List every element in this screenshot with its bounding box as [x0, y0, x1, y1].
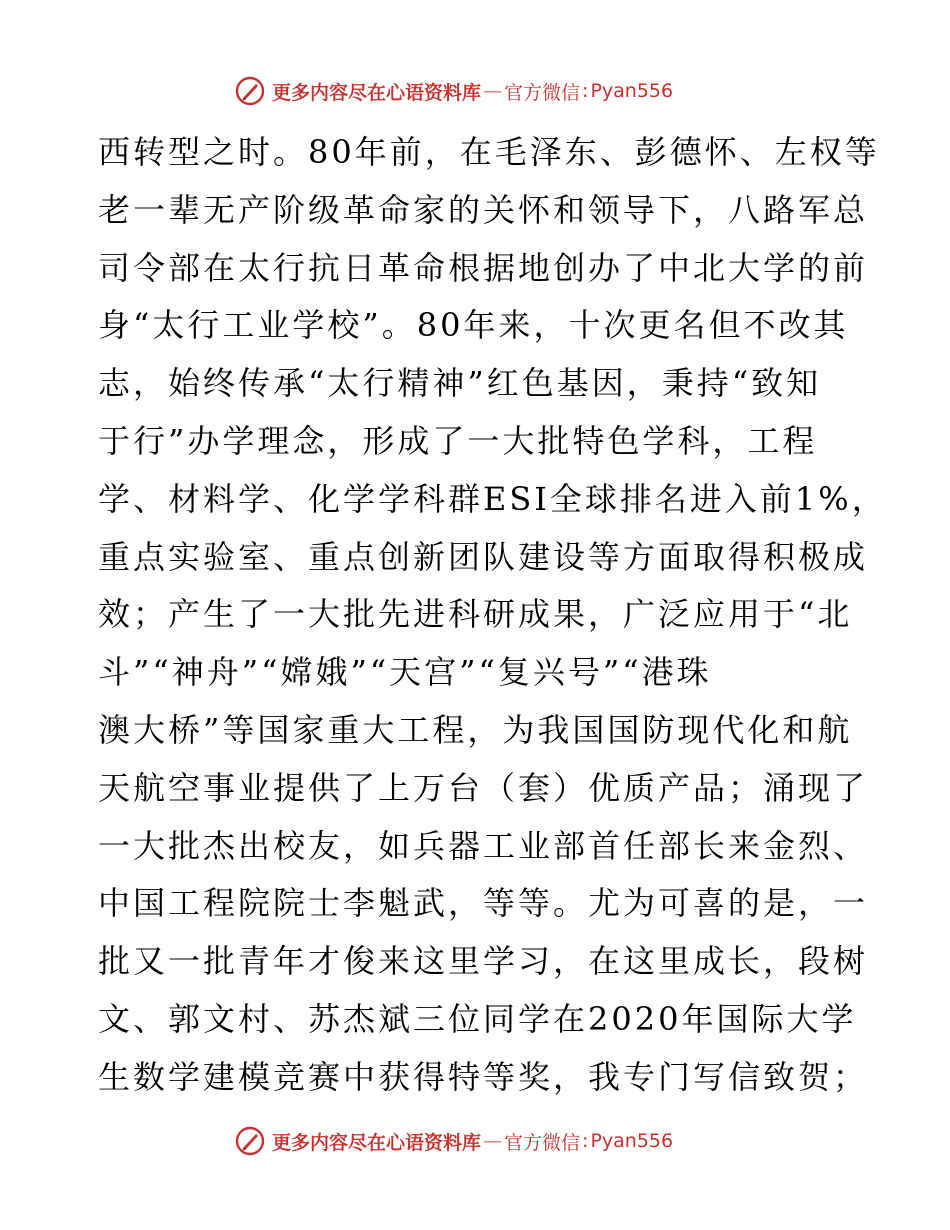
text-line: 志，始终传承“太行精神”红色基因，秉持“致知 — [98, 364, 822, 403]
text-line: 生数学建模竞赛中获得特等奖，我专门写信致贺； — [98, 1057, 869, 1096]
text-line: 效；产生了一大批先进科研成果，广泛应用于“北 — [98, 595, 853, 634]
watermark-colon: : — [582, 1130, 589, 1152]
watermark-official-label: 官方微信 — [504, 1131, 581, 1154]
text-line: 于行”办学理念，形成了一大批特色学科，工程 — [98, 421, 818, 460]
text-line: 老一辈无产阶级革命家的关怀和领导下，八路军总 — [98, 190, 869, 229]
text-line: 批又一批青年才俊来这里学习，在这里成长，段树 — [98, 942, 869, 981]
text-line: 身“太行工业学校”。80年来，十次更名但不改其 — [98, 306, 849, 345]
text-line: 重点实验室、重点创新团队建设等方面取得积极成 — [98, 537, 869, 576]
text-line: 文、郭文村、苏杰斌三位同学在2020年国际大学 — [98, 999, 857, 1038]
watermark-brand: 更多内容尽在心语资料库 — [272, 81, 482, 104]
text-line: 澳大桥”等国家重大工程，为我国国防现代化和航 — [98, 710, 853, 749]
text-line: 学、材料学、化学学科群ESI全球排名进入前1%， — [98, 479, 887, 518]
text-line: 司令部在太行抗日革命根据地创办了中北大学的前 — [98, 248, 869, 287]
watermark-separator: — — [483, 80, 503, 102]
text-line: 一大批杰出校友，如兵器工业部首任部长来金烈、 — [98, 826, 869, 865]
watermark-brand: 更多内容尽在心语资料库 — [272, 1131, 482, 1154]
quill-pen-logo-icon — [234, 1125, 266, 1157]
watermark-wechat-id: Pyan556 — [590, 80, 674, 102]
footer-watermark — [234, 1124, 673, 1158]
watermark-colon: : — [582, 80, 589, 102]
watermark-separator: — — [483, 1130, 503, 1152]
text-line: 天航空事业提供了上万台（套）优质产品；涌现了 — [98, 768, 869, 807]
header-watermark — [234, 74, 673, 108]
watermark-official-label: 官方微信 — [504, 81, 581, 104]
text-line: 西转型之时。80年前，在毛泽东、彭德怀、左权等 — [98, 133, 880, 171]
text-line: 斗”“神舟”“嫦娥”“天宫”“复兴号”“港珠 — [98, 653, 712, 692]
document-body — [98, 124, 887, 1107]
watermark-wechat-id: Pyan556 — [590, 1130, 674, 1152]
text-line: 中国工程院院士李魁武，等等。尤为可喜的是，一 — [98, 884, 869, 923]
quill-pen-logo-icon — [234, 75, 266, 107]
